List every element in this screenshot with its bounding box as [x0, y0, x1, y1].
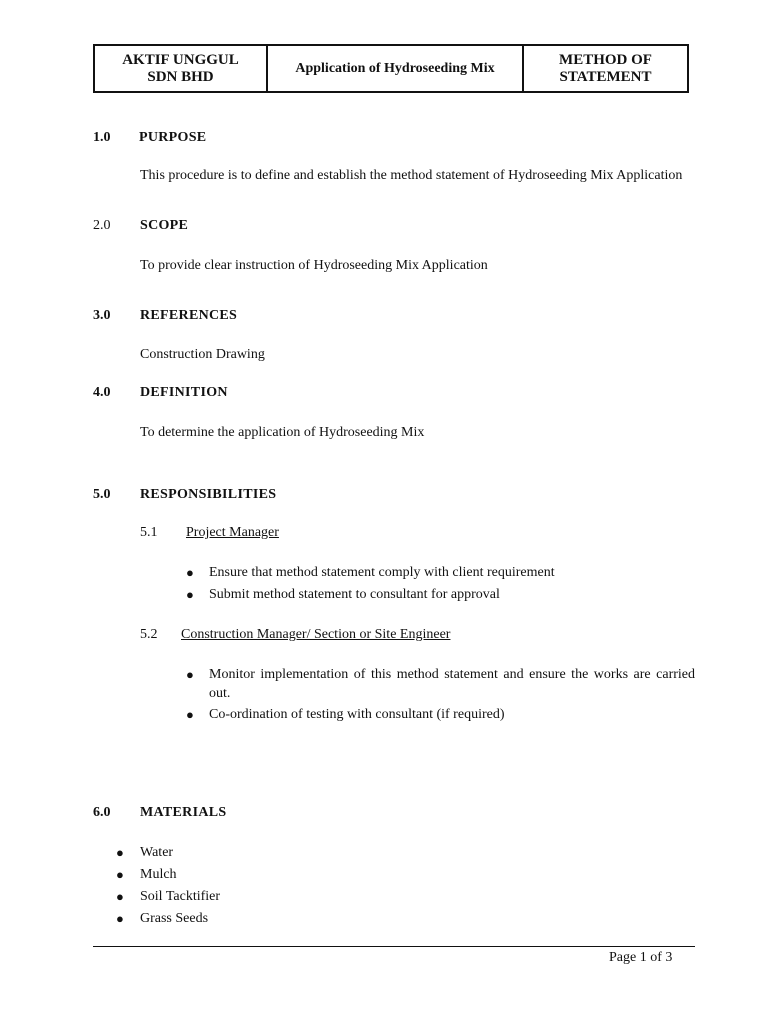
bullet-icon: ● — [186, 707, 194, 722]
document-title: Application of Hydroseeding Mix — [295, 61, 495, 76]
section-heading-scope: SCOPE — [140, 218, 189, 233]
section-number: 2.0 — [93, 218, 111, 233]
list-item: Submit method statement to consultant for approval — [209, 587, 500, 602]
subsection-title-construction-manager: Construction Manager/ Section or Site Engineer — [181, 627, 451, 642]
list-item: Water — [140, 845, 174, 860]
bullet-icon: ● — [116, 867, 124, 882]
scope-text: To provide clear instruction of Hydroseeding Mix Application — [140, 258, 488, 273]
header-table — [93, 44, 689, 93]
company-cell — [95, 46, 268, 91]
list-item: Mulch — [140, 867, 177, 882]
doc-type-cell — [524, 46, 687, 91]
list-item: Grass Seeds — [140, 911, 209, 926]
footer-divider — [93, 946, 695, 947]
section-number: 4.0 — [93, 385, 111, 400]
bullet-icon: ● — [116, 845, 124, 860]
section-number: 1.0 — [93, 130, 111, 145]
section-heading-materials: MATERIALS — [140, 805, 227, 820]
section-heading-purpose: PURPOSE — [139, 130, 207, 145]
subsection-number: 5.1 — [140, 525, 158, 540]
list-item: Co-ordination of testing with consultant (if required) — [209, 707, 505, 722]
doc-type-line2: STATEMENT — [559, 68, 652, 85]
company-name-line1: AKTIF UNGGUL — [122, 51, 239, 68]
section-heading-definition: DEFINITION — [140, 385, 228, 400]
section-heading-references: REFERENCES — [140, 308, 238, 323]
section-heading-responsibilities: RESPONSIBILITIES — [140, 487, 277, 502]
section-number: 3.0 — [93, 308, 111, 323]
bullet-icon: ● — [116, 889, 124, 904]
subsection-title-project-manager: Project Manager — [186, 525, 279, 540]
bullet-icon: ● — [116, 911, 124, 926]
section-number: 6.0 — [93, 805, 111, 820]
doc-type-line1: METHOD OF — [559, 51, 652, 68]
purpose-text: This procedure is to define and establish the method statement of Hydroseeding Mix Application — [140, 168, 683, 183]
bullet-icon: ● — [186, 565, 194, 580]
company-name-line2: SDN BHD — [147, 68, 214, 85]
list-item: Soil Tacktifier — [140, 889, 221, 904]
list-item: Monitor implementation of this method statement and ensure the works are carried out. — [209, 667, 695, 701]
page-number: Page 1 of 3 — [609, 950, 673, 965]
definition-text: To determine the application of Hydroseeding Mix — [140, 425, 425, 440]
section-number: 5.0 — [93, 487, 111, 502]
subsection-number: 5.2 — [140, 627, 158, 642]
list-item: Ensure that method statement comply with client requirement — [209, 565, 555, 580]
references-text: Construction Drawing — [140, 347, 265, 362]
bullet-icon: ● — [186, 667, 194, 682]
title-cell — [268, 46, 524, 91]
bullet-icon: ● — [186, 587, 194, 602]
